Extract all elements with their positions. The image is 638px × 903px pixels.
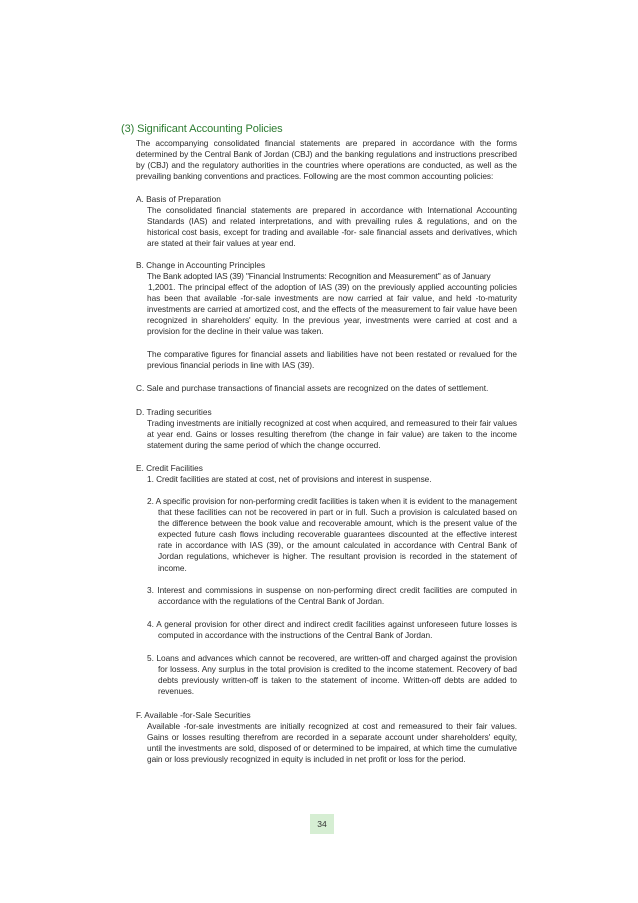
basis-of-preparation-text: The consolidated financial statements are prepared in accordance with International Accounting Standards (IAS) and related interpretations, and with prevailing rules & regulations, and on the historical cost basis, except for trading and available -for- sale financial assets and derivatives, which are stated at their fair values at year end. xyxy=(147,205,517,249)
heading-available-for-sale: F. Available -for-Sale Securities xyxy=(136,710,251,720)
credit-item-4: 4. A general provision for other direct and indirect credit facilities against unforeseen future losses is computed in accordance with the instructions of the Central Bank of Jordan. xyxy=(147,619,517,641)
change-in-accounting-first-line: The Bank adopted IAS (39) "Financial Instruments: Recognition and Measurement" as of January xyxy=(147,271,491,281)
intro-paragraph: The accompanying consolidated financial statements are prepared in accordance with the forms determined by the Central Bank of Jordan (CBJ) and the banking regulations and instructions prescribed by (CBJ) and the regulatory authorities in the countries where operations are conducted, as well as the prevailing banking conventions and practices. Following are the most common accounting policies: xyxy=(136,138,517,182)
credit-item-3: 3. Interest and commissions in suspense on non-performing direct credit facilities are computed in accordance with the regulations of the Central Bank of Jordan. xyxy=(147,585,517,607)
trading-securities-text: Trading investments are initially recognized at cost when acquired, and remeasured to their fair values at year end. Gains or losses resulting therefrom (the change in fair value) are taken to the income statement during the same period of which the change occurred. xyxy=(147,418,517,451)
available-for-sale-text: Available -for-sale investments are initially recognized at cost and remeasured to their fair values. Gains or losses resulting therefrom are recorded in a separate account under shareholders' equity, until the investments are sold, disposed of or determined to be impaired, at which time the cumulative gain or loss previously recognized in equity is included in net profit or loss for the period. xyxy=(147,721,517,765)
credit-item-1: 1. Credit facilities are stated at cost, net of provisions and interest in suspense. xyxy=(147,474,432,484)
credit-item-5: 5. Loans and advances which cannot be recovered, are written-off and charged against the provision for lossess. Any surplus in the total provision is credited to the income statement. Recovery of bad debts previously written-off is taken to the statement of income. Written-off debts are added to revenues. xyxy=(147,653,517,697)
settlement-date-text: C. Sale and purchase transactions of financial assets are recognized on the dates of settlement. xyxy=(136,383,489,393)
heading-basis-of-preparation: A. Basis of Preparation xyxy=(136,194,221,204)
heading-credit-facilities: E. Credit Facilities xyxy=(136,463,203,473)
heading-change-in-accounting: B. Change in Accounting Principles xyxy=(136,260,266,270)
credit-item-2: 2. A specific provision for non-performing credit facilities is taken when it is evident to the management that these facilities can not be recovered in part or in full. Such a provision is calculated based on the difference between the book value and recoverable amount, which is the present value of the expected future cash flows including recoverable guarantees discounted at the effective interest rate in accordance with IAS (39), or the amount calculated in accordance with Central Bank of Jordan regulations, whichever is higher. The resultant provision is recorded in the statement of income. xyxy=(147,496,517,573)
heading-trading-securities: D. Trading securities xyxy=(136,407,212,417)
page-number: 34 xyxy=(310,814,334,834)
section-title: (3) Significant Accounting Policies xyxy=(121,123,283,135)
change-in-accounting-text: 1,2001. The principal effect of the adoption of IAS (39) on the previously applied accounting policies has been that available -for-sale investments are now carried at fair value, and held -to-maturity investments are carried at amortized cost, and the effects of the measurement to fair value have been recognized in shareholders' equity. In the previous year, investments were carried at cost and a provision for the decline in their value was taken. xyxy=(147,282,517,337)
comparative-figures-text: The comparative figures for financial assets and liabilities have not been restated or revalued for the previous financial periods in line with IAS (39). xyxy=(147,349,517,371)
